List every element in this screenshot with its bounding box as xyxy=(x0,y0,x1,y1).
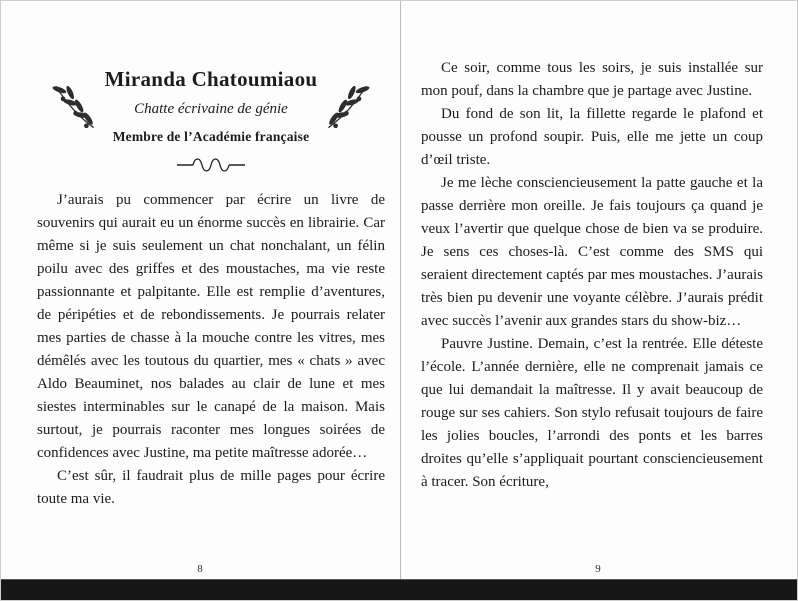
squiggle-divider-icon xyxy=(37,158,385,172)
title-block xyxy=(37,67,385,172)
olive-branch-left-icon xyxy=(45,78,99,134)
book-affiliation: Membre de l’Académie française xyxy=(112,129,310,144)
book-title: Miranda Chatoumiaou xyxy=(104,67,318,91)
page-right xyxy=(399,1,797,579)
paragraph: Pauvre Justine. Demain, c’est la rentrée. Elle déteste l’école. L’année dernière, elle ne comprenait jamais ce que lui demandait la maîtresse. Il y avait beaucoup de rouge sur ses cahiers. Son stylo refusait toujours de faire les jolies boucles, l’arrondi des ponts et les barres droites qu’elle s’appliquait pourtant consciencieusement à tracer. Son écriture, xyxy=(420,336,763,490)
olive-branch-right-icon xyxy=(323,78,377,134)
paragraph: Je me lèche consciencieusement la patte gauche et la passe derrière mon oreille. Je fais toujours ça quand je veux l’avertir que quelque chose de bien va se produire. Je sens ces choses-là. C’est comme des SMS qui seraient directement captés par mes moustaches. J’aurais très bien pu devenir une voyante célèbre. J’aurais prédit avec succès l’avenir aux grandes stars du show-biz… xyxy=(420,175,763,329)
book-subtitle: Chatte écrivaine de génie xyxy=(134,101,288,117)
spine-divider xyxy=(400,1,401,579)
page-number-left: 8 xyxy=(197,563,203,575)
paragraph: J’aurais pu commencer par écrire un livre de souvenirs qui aurait eu un énorme succès en librairie. Car même si je suis seulement un chat nonchalant, un félin poilu avec des griffes et des moustaches, ma vie reste passionnante et palpitante. Elle est remplie d’aventures, de péripéties et de rebondissements. Je pourrais relater mes parties de chasse à la mouche contre les vitres, mes démêlés avec les toutous du quartier, mes « chats » avec Aldo Beauminet, nos balades au clair de lune et mes siestes interminables sur le canapé de la maison. Mais surtout, je pourrais raconter mes longues soirées de confidences avec Justine, ma petite maîtresse adorée… xyxy=(37,192,385,461)
page-right-body xyxy=(421,57,763,494)
page-left-body xyxy=(37,189,385,511)
bottom-bar xyxy=(1,579,797,600)
page-number-right: 9 xyxy=(595,563,601,575)
paragraph: Ce soir, comme tous les soirs, je suis installée sur mon pouf, dans la chambre que je partage avec Justine. xyxy=(420,60,763,99)
page-spread xyxy=(1,1,797,579)
paragraph: Du fond de son lit, la fillette regarde le plafond et pousse un profond soupir. Puis, elle me jette un coup d’œil triste. xyxy=(420,106,763,168)
paragraph: C’est sûr, il faudrait plus de mille pages pour écrire toute ma vie. xyxy=(37,468,385,507)
page-left xyxy=(1,1,399,579)
